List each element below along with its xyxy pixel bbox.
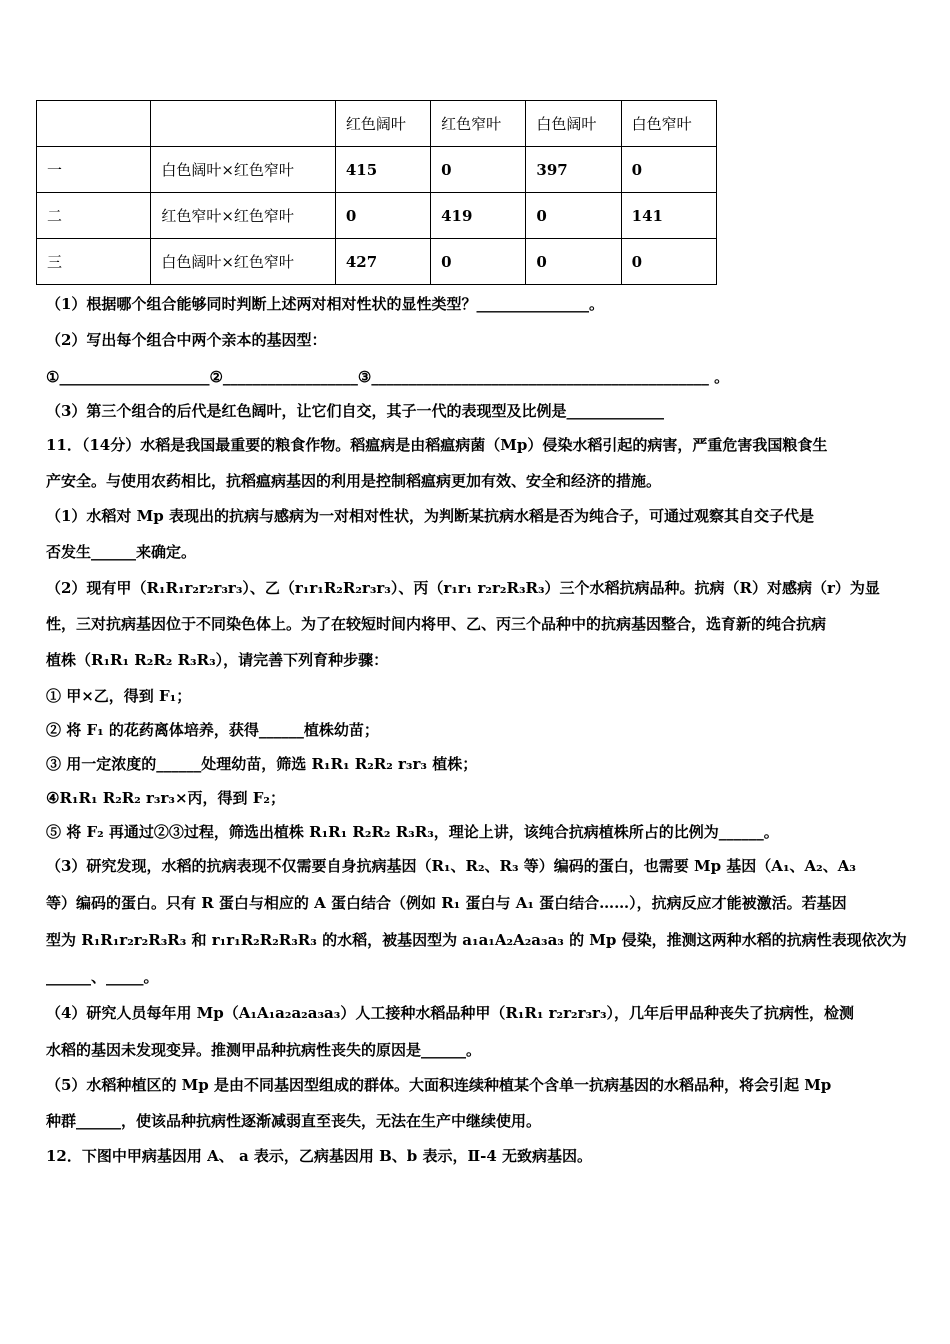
table-cell: 白色阔叶×红色窄叶 [151,239,336,285]
table-row [37,239,717,285]
q11-intro-cont: 产安全。与使用农药相比，抗稻瘟病基因的利用是控制稻瘟病更加有效、安全和经济的措施。 [46,472,662,490]
table-cell: 397 [526,147,621,193]
q10-part3: （3）第三个组合的后代是红色阔叶，让它们自交，其子一代的表现型及比例是_____________ [46,402,664,420]
q11-part3-cont2: 型为 R₁R₁r₂r₂R₃R₃ 和 r₁r₁R₂R₂R₃R₃ 的水稻，被基因型为 a₁a₁A₂A₂a₃a₃ 的 Mp 侵染，推测这两种水稻的抗病性表现依次为 [46,931,907,949]
q11-step1: ① 甲×乙，得到 F₁； [46,687,192,705]
q11-part3: （3）研究发现，水稻的抗病表现不仅需要自身抗病基因（R₁、R₂、R₃ 等）编码的蛋白，也需要 Mp 基因（A₁、A₂、A₃ [46,857,856,875]
q11-part3-blanks: ______、_____。 [46,968,159,986]
q11-step5: ⑤ 将 F₂ 再通过②③过程，筛选出植株 R₁R₁ R₂R₂ R₃R₃，理论上讲，该纯合抗病植株所占的比例为______。 [46,823,779,841]
q11-part2-cont2: 植株（R₁R₁ R₂R₂ R₃R₃），请完善下列育种步骤： [46,651,389,669]
q11-step4: ④R₁R₁ R₂R₂ r₃r₃×丙，得到 F₂； [46,789,285,807]
q10-part2: （2）写出每个组合中两个亲本的基因型： [46,331,327,349]
q11-part2: （2）现有甲（R₁R₁r₂r₂r₃r₃）、乙（r₁r₁R₂R₂r₃r₃）、丙（r₁r₁ r₂r₂R₃R₃）三个水稻抗病品种。抗病（R）对感病（r）为显 [46,579,880,597]
table-cell: 0 [335,193,430,239]
table-cell: 0 [526,239,621,285]
table-cell: 427 [335,239,430,285]
table-cell: 0 [621,239,716,285]
table-row [37,147,717,193]
table-header-cell: 红色阔叶 [335,101,430,147]
table-header-cell [151,101,336,147]
table-cell: 0 [621,147,716,193]
q11-step3: ③ 用一定浓度的______处理幼苗，筛选 R₁R₁ R₂R₂ r₃r₃ 植株； [46,755,478,773]
table-header-cell [37,101,151,147]
q11-intro: 11．（14分）水稻是我国最重要的粮食作物。稻瘟病是由稻瘟病菌（Mp）侵染水稻引起的病害，严重危害我国粮食生 [46,436,828,454]
q11-part5-cont: 种群______，使该品种抗病性逐渐减弱直至丧失，无法在生产中继续使用。 [46,1112,542,1130]
q10-genotype-blanks: ①____________________②__________________③_____________________________________________ 。 [46,368,730,386]
table-header-cell: 白色窄叶 [621,101,716,147]
table-cell: 419 [431,193,526,239]
table-cell: 三 [37,239,151,285]
table-cell: 415 [335,147,430,193]
table-cell: 0 [431,147,526,193]
table-cell: 白色阔叶×红色窄叶 [151,147,336,193]
q11-part1-cont: 否发生______来确定。 [46,543,197,561]
q11-part5: （5）水稻种植区的 Mp 是由不同基因型组成的群体。大面积连续种植某个含单一抗病基因的水稻品种，将会引起 Mp [46,1076,832,1094]
q10-part1: （1）根据哪个组合能够同时判断上述两对相对性状的显性类型？_______________。 [46,295,604,313]
cross-results-table [36,100,717,285]
q11-step2: ② 将 F₁ 的花药离体培养，获得______植株幼苗； [46,721,379,739]
table-header-cell: 白色阔叶 [526,101,621,147]
q11-part2-cont: 性，三对抗病基因位于不同染色体上。为了在较短时间内将甲、乙、丙三个品种中的抗病基因整合，选育新的纯合抗病 [46,615,827,633]
q12-intro: 12．下图中甲病基因用 A、 a 表示，乙病基因用 B、b 表示，Ⅱ-4 无致病基因。 [46,1147,593,1165]
q11-part4: （4）研究人员每年用 Mp（A₁A₁a₂a₂a₃a₃）人工接种水稻品种甲（R₁R₁ r₂r₂r₃r₃），几年后甲品种丧失了抗病性，检测 [46,1004,855,1022]
q11-part1: （1）水稻对 Mp 表现出的抗病与感病为一对相对性状，为判断某抗病水稻是否为纯合子，可通过观察其自交子代是 [46,507,814,525]
table-row [37,193,717,239]
table-cell: 0 [431,239,526,285]
q11-part4-cont: 水稻的基因未发现变异。推测甲品种抗病性丧失的原因是______。 [46,1041,482,1059]
table-cell: 141 [621,193,716,239]
table-cell: 一 [37,147,151,193]
table-cell: 0 [526,193,621,239]
q11-part3-cont: 等）编码的蛋白。只有 R 蛋白与相应的 A 蛋白结合（例如 R₁ 蛋白与 A₁ 蛋白结合……），抗病反应才能被激活。若基因 [46,894,847,912]
table-cell: 二 [37,193,151,239]
table-header-row [37,101,717,147]
table-cell: 红色窄叶×红色窄叶 [151,193,336,239]
table-header-cell: 红色窄叶 [431,101,526,147]
